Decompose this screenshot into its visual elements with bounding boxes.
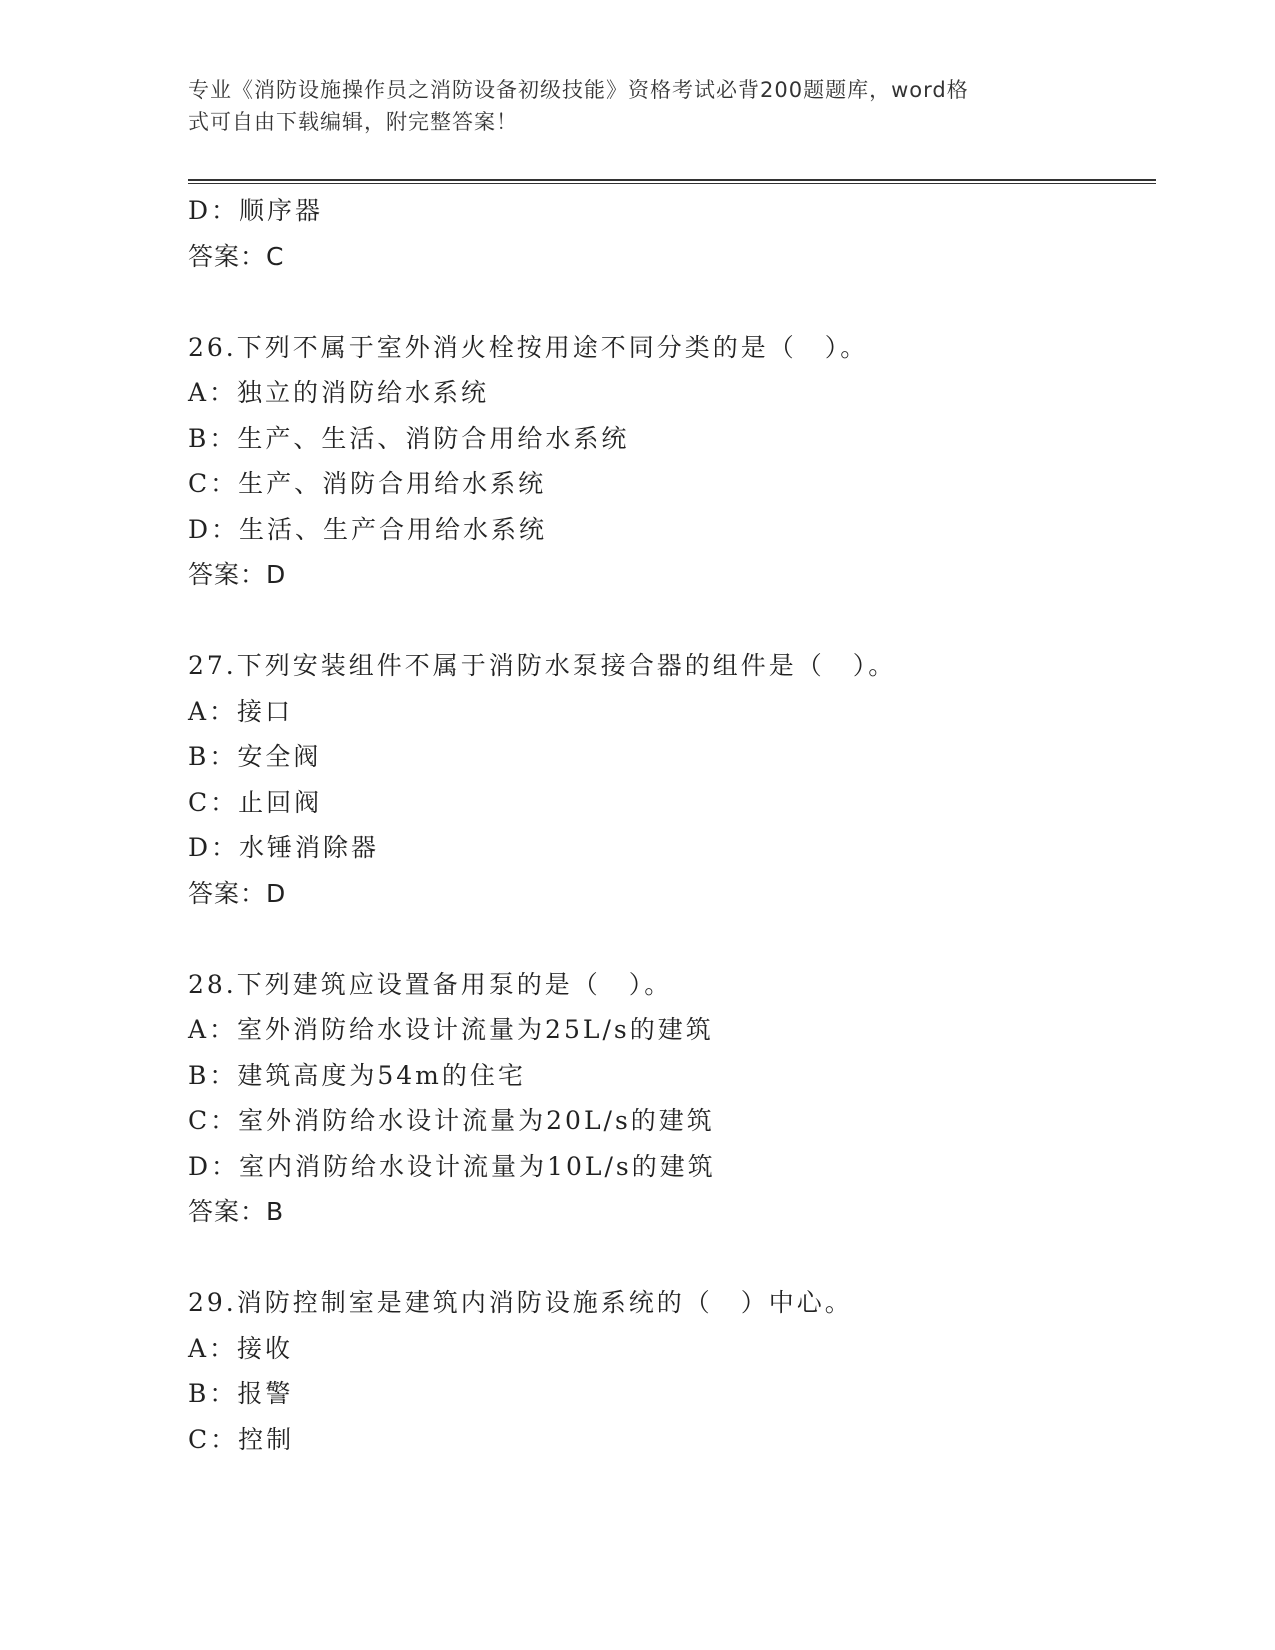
answer: 答案：D bbox=[188, 878, 287, 908]
option-b: B：安全阀 bbox=[188, 742, 322, 771]
header-line-1: 专业《消防设施操作员之消防设备初级技能》资格考试必背200题题库，word格 bbox=[188, 78, 969, 102]
question-28 bbox=[188, 962, 1148, 1235]
question-list bbox=[188, 188, 1148, 1462]
option-a: A：室外消防给水设计流量为25L/s的建筑 bbox=[188, 1015, 714, 1044]
prev-question-option-d: D：顺序器 bbox=[188, 196, 324, 225]
document-header bbox=[188, 74, 1088, 138]
answer: 答案：B bbox=[188, 1197, 285, 1226]
prev-question-answer: 答案：C bbox=[188, 241, 285, 271]
question-stem: 27.下列安装组件不属于消防水泵接合器的组件是（ ）。 bbox=[188, 651, 897, 680]
question-stem: 26.下列不属于室外消火栓按用途不同分类的是（ ）。 bbox=[188, 332, 869, 362]
answer: 答案：D bbox=[188, 560, 287, 589]
spacer bbox=[188, 1235, 1148, 1281]
option-c: C：止回阀 bbox=[188, 787, 323, 817]
question-26 bbox=[188, 325, 1148, 598]
option-d: D：生活、生产合用给水系统 bbox=[188, 514, 548, 544]
option-a: A：接口 bbox=[188, 696, 294, 726]
option-b: B：生产、生活、消防合用给水系统 bbox=[188, 423, 630, 453]
option-a: A：独立的消防给水系统 bbox=[188, 378, 490, 407]
question-29 bbox=[188, 1280, 1148, 1462]
question-stem: 29.消防控制室是建筑内消防设施系统的（ ）中心。 bbox=[188, 1288, 853, 1317]
option-b: B：建筑高度为54m的住宅 bbox=[188, 1060, 526, 1090]
spacer bbox=[188, 598, 1148, 644]
header-divider bbox=[188, 179, 1156, 184]
option-c: C：控制 bbox=[188, 1424, 295, 1454]
spacer bbox=[188, 279, 1148, 325]
option-c: C：生产、消防合用给水系统 bbox=[188, 469, 547, 498]
header-line-2: 式可自由下载编辑，附完整答案！ bbox=[188, 110, 518, 134]
option-a: A：接收 bbox=[188, 1333, 294, 1363]
question-27 bbox=[188, 643, 1148, 916]
option-b: B：报警 bbox=[188, 1379, 294, 1408]
spacer bbox=[188, 916, 1148, 962]
option-d: D：水锤消除器 bbox=[188, 833, 380, 862]
option-d: D：室内消防给水设计流量为10L/s的建筑 bbox=[188, 1151, 716, 1181]
question-stem: 28.下列建筑应设置备用泵的是（ ）。 bbox=[188, 969, 673, 999]
option-c: C：室外消防给水设计流量为20L/s的建筑 bbox=[188, 1106, 715, 1135]
